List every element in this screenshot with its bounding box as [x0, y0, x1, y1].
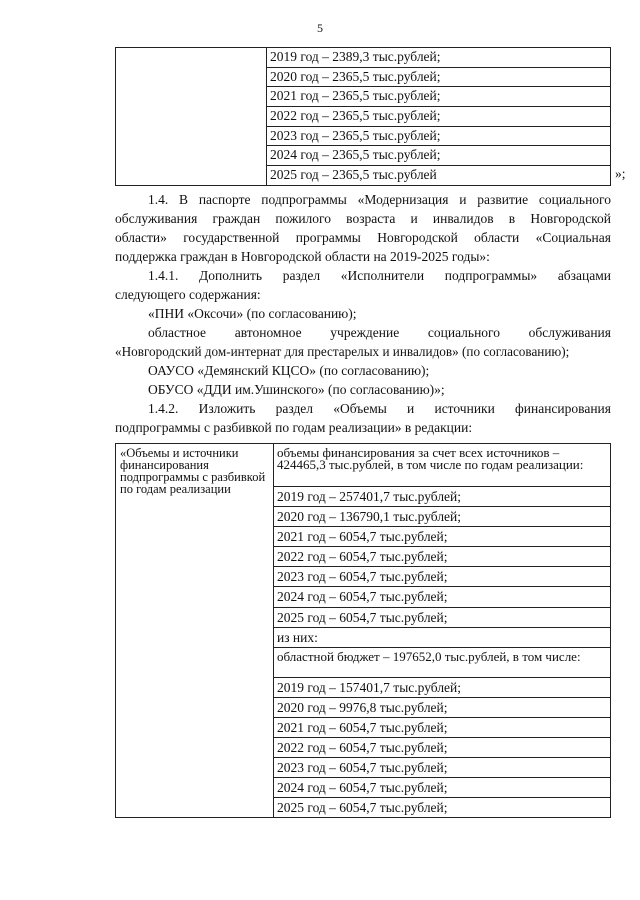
table1-row: 2024 год – 2365,5 тыс.рублей;	[267, 145, 610, 165]
table2-intro: объемы финансирования за счет всех источников – 424465,3 тыс.рублей, в том числе по годам реализации:	[277, 445, 584, 472]
table1-row: 2020 год – 2365,5 тыс.рублей;	[267, 67, 610, 87]
table2-row: 2025 год – 6054,7 тыс.рублей;	[274, 797, 610, 817]
page-number: 5	[317, 21, 323, 35]
table2-row: 2020 год – 136790,1 тыс.рублей;	[274, 506, 610, 526]
table1-row: 2021 год – 2365,5 тыс.рублей;	[267, 86, 610, 106]
table2-row: 2024 год – 6054,7 тыс.рублей;	[274, 777, 610, 797]
table2-row: 2025 год – 6054,7 тыс.рублей;	[274, 607, 610, 627]
paragraph-1-4-line: 1.4. В паспорте подпрограммы «Модернизация и развитие социального	[148, 192, 611, 207]
paragraph-oauso: ОАУСО «Демянский КЦСО» (по согласованию);	[148, 363, 430, 378]
table2-left-cell: «Объемы и источники финансирования подпрограммы с разбивкой по годам реализации	[116, 444, 274, 818]
funding-table-top	[115, 47, 611, 186]
paragraph-oblast-line: «Новгородский дом-интернат для престарелых и инвалидов» (по согласованию);	[115, 344, 570, 359]
table2-row: 2021 год – 6054,7 тыс.рублей;	[274, 717, 610, 737]
paragraph-1-4-2-line: подпрограммы с разбивкой по годам реализации» в редакции:	[115, 420, 473, 435]
table1-row: 2019 год – 2389,3 тыс.рублей;	[270, 49, 441, 64]
table1-right-cell	[267, 48, 611, 186]
table2-row: 2021 год – 6054,7 тыс.рублей;	[274, 526, 610, 546]
paragraph-1-4-line: поддержка граждан в Новгородской области на 2019-2025 годы»:	[115, 249, 490, 264]
paragraph-pni: «ПНИ «Оксочи» (по согласованию);	[148, 306, 357, 321]
table2-row: 2023 год – 6054,7 тыс.рублей;	[274, 566, 610, 586]
funding-table-bottom	[115, 443, 611, 818]
table2-row: 2019 год – 157401,7 тыс.рублей;	[274, 677, 610, 697]
table2-row: 2022 год – 6054,7 тыс.рублей;	[274, 737, 610, 757]
table2-row: 2024 год – 6054,7 тыс.рублей;	[274, 586, 610, 606]
table1-row: 2022 год – 2365,5 тыс.рублей;	[267, 106, 610, 126]
table2-row: 2022 год – 6054,7 тыс.рублей;	[274, 546, 610, 566]
table1-left-cell	[116, 48, 267, 186]
table2-regional: областной бюджет – 197652,0 тыс.рублей, в том числе:	[274, 647, 610, 677]
closing-quote: »;	[615, 166, 626, 181]
paragraph-1-4-line: области» государственной программы Новгородской области «Социальная	[115, 230, 611, 245]
paragraph-1-4-1-line: следующего содержания:	[115, 287, 261, 302]
table2-row: 2019 год – 257401,7 тыс.рублей;	[274, 486, 610, 506]
table2-row: 2020 год – 9976,8 тыс.рублей;	[274, 697, 610, 717]
paragraph-obuso: ОБУСО «ДДИ им.Ушинского» (по согласованию)»;	[148, 382, 445, 397]
paragraph-oblast-line: областное автономное учреждение социального обслуживания	[148, 325, 611, 340]
paragraph-1-4-line: обслуживания граждан пожилого возраста и инвалидов в Новгородской	[115, 211, 611, 226]
table2-right-cell	[274, 444, 611, 818]
table1-row: 2023 год – 2365,5 тыс.рублей;	[267, 126, 610, 146]
table1-row: 2025 год – 2365,5 тыс.рублей	[267, 165, 610, 185]
table2-row: 2023 год – 6054,7 тыс.рублей;	[274, 757, 610, 777]
paragraph-1-4-2-line: 1.4.2. Изложить раздел «Объемы и источники финансирования	[148, 401, 611, 416]
paragraph-1-4-1-line: 1.4.1. Дополнить раздел «Исполнители подпрограммы» абзацами	[148, 268, 611, 283]
table2-of-them: из них:	[274, 627, 610, 647]
